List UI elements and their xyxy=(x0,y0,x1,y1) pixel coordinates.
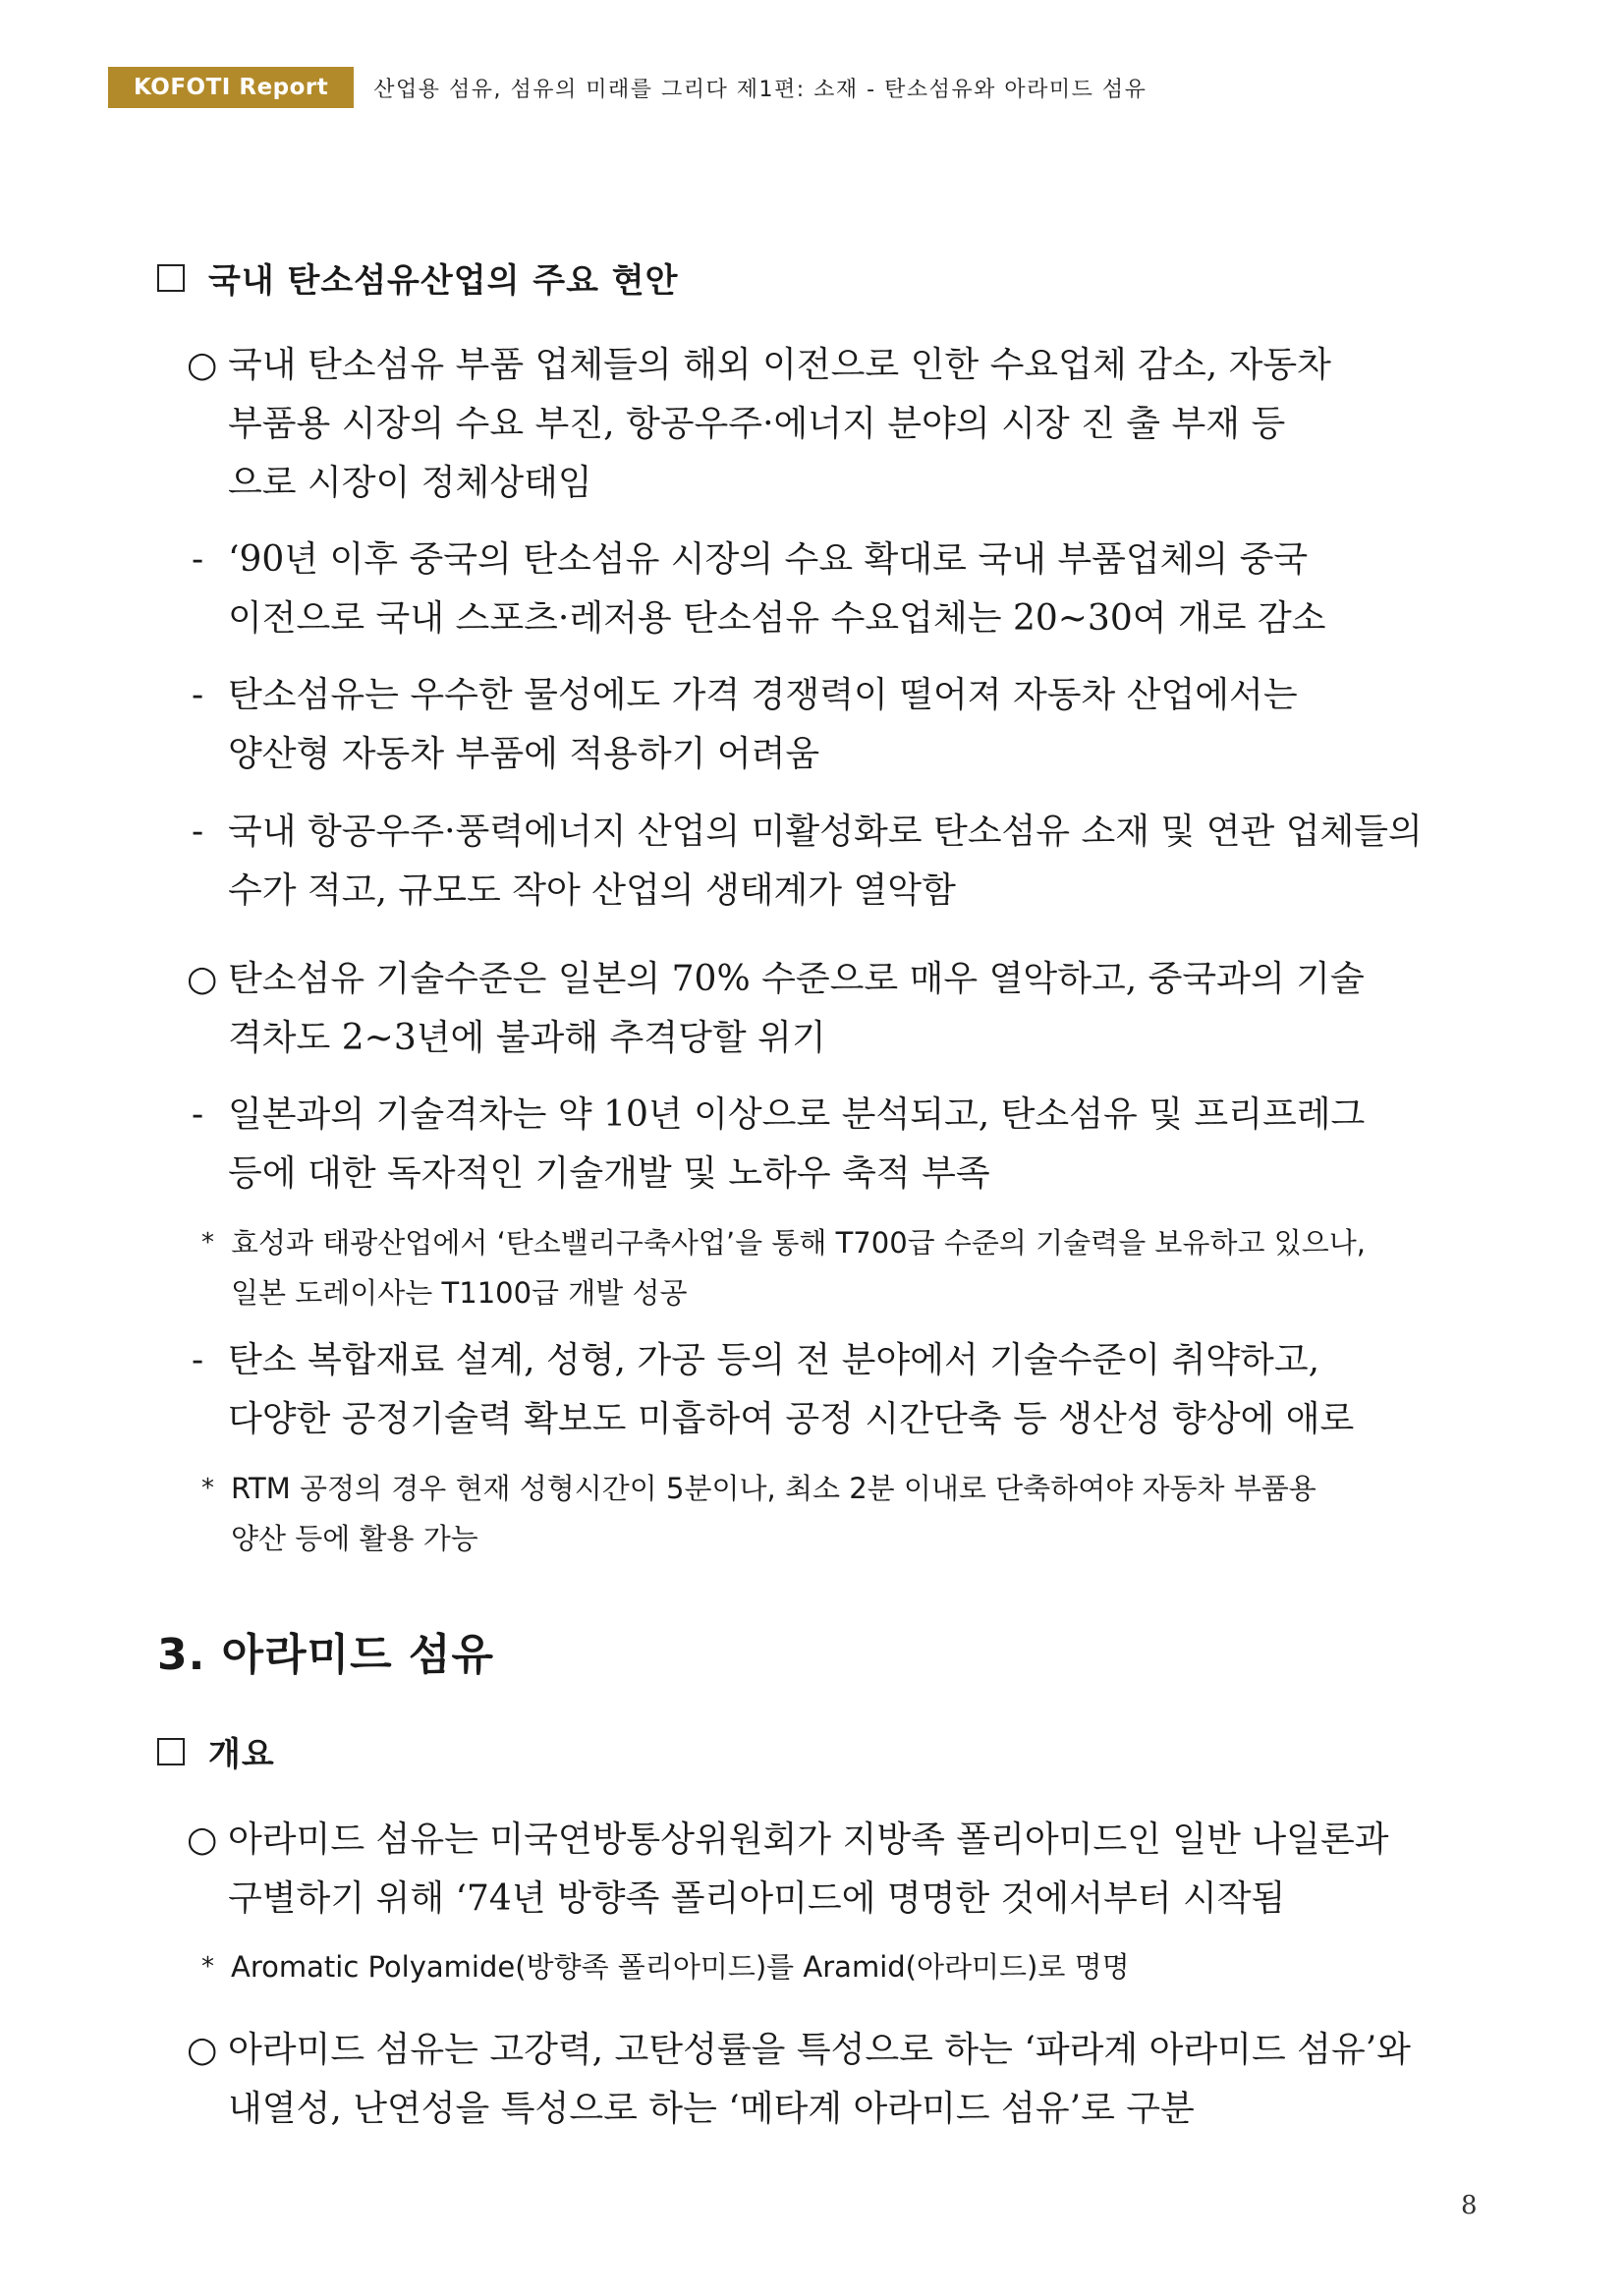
text-line: 국내 탄소섬유 부품 업체들의 해외 이전으로 인한 수요업체 감소, 자동차 xyxy=(228,345,1331,385)
header-title: 산업용 섬유, 섬유의 미래를 그리다 제1편: 소재 - 탄소섬유와 아라미드 섬유 xyxy=(373,77,1148,102)
dash-item xyxy=(192,1086,1488,1204)
section-heading-overview xyxy=(157,1727,275,1775)
asterisk-icon: * xyxy=(201,1952,214,1982)
note-text xyxy=(231,1218,1479,1318)
item-text xyxy=(228,2021,1484,2139)
text-line: 탄소섬유는 우수한 물성에도 가격 경쟁력이 떨어져 자동차 산업에서는 xyxy=(228,675,1298,715)
dash-bullet-icon: - xyxy=(192,812,204,852)
text-line: 아라미드 섬유는 미국연방통상위원회가 지방족 폴리아미드인 일반 나일론과 xyxy=(228,1820,1389,1860)
text-line: 내열성, 난연성을 특성으로 하는 ‘메타계 아라미드 섬유’로 구분 xyxy=(228,2089,1195,2129)
square-bullet-icon xyxy=(157,264,185,292)
footnote-item xyxy=(201,1464,1479,1564)
report-badge: KOFOTI Report xyxy=(108,67,354,108)
text-line: 수가 적고, 규모도 작아 산업의 생태계가 열악함 xyxy=(228,870,956,911)
text-line: 양산형 자동차 부품에 적용하기 어려움 xyxy=(228,734,820,774)
text-line: 국내 항공우주·풍력에너지 산업의 미활성화로 탄소섬유 소재 및 연관 업체들의 xyxy=(228,812,1423,852)
text-line: 격차도 2~3년에 불과해 추격당할 위기 xyxy=(228,1018,826,1058)
text-line: 아라미드 섬유는 고강력, 고탄성률을 특성으로 하는 ‘파라계 아라미드 섬유’와 xyxy=(228,2030,1411,2070)
section-heading-issues xyxy=(157,253,678,302)
item-text xyxy=(228,666,1488,784)
bullet-item xyxy=(187,2021,1484,2139)
square-bullet-icon xyxy=(157,1738,185,1765)
text-line: 일본과의 기술격차는 약 10년 이상으로 분석되고, 탄소섬유 및 프리프레그 xyxy=(228,1094,1366,1135)
bullet-item xyxy=(187,950,1484,1068)
text-line: 구별하기 위해 ‘74년 방향족 폴리아미드에 명명한 것에서부터 시작됨 xyxy=(228,1878,1286,1919)
text-line: 으로 시장이 정체상태임 xyxy=(228,463,592,503)
text-line: 양산 등에 활용 가능 xyxy=(231,1522,478,1555)
section-title-aramid: 3. 아라미드 섬유 xyxy=(157,1630,494,1680)
asterisk-icon: * xyxy=(201,1228,214,1258)
footnote-item xyxy=(201,1218,1479,1318)
footnote-item xyxy=(201,1942,1479,1992)
text-line: 일본 도레이사는 T1100급 개발 성공 xyxy=(231,1276,688,1310)
dash-bullet-icon: - xyxy=(192,1340,204,1380)
text-line: RTM 공정의 경우 현재 성형시간이 5분이나, 최소 2분 이내로 단축하여야 자동차 부품용 xyxy=(231,1472,1316,1505)
dash-item xyxy=(192,803,1488,921)
item-text xyxy=(228,1331,1488,1449)
dash-bullet-icon: - xyxy=(192,675,204,715)
asterisk-icon: * xyxy=(201,1474,214,1503)
text-line: 다양한 공정기술력 확보도 미흡하여 공정 시간단축 등 생산성 향상에 애로 xyxy=(228,1399,1355,1439)
item-text xyxy=(228,1811,1484,1929)
bullet-item xyxy=(187,336,1484,513)
page-number: 8 xyxy=(1461,2191,1478,2220)
text-line: 이전으로 국내 스포츠·레저용 탄소섬유 수요업체는 20~30여 개로 감소 xyxy=(228,598,1326,639)
dash-item xyxy=(192,1331,1488,1449)
dash-bullet-icon: - xyxy=(192,1094,204,1135)
page-header xyxy=(108,67,1147,108)
text-line: 효성과 태광산업에서 ‘탄소밸리구축사업’을 통해 T700급 수준의 기술력을 보유하고 있으나, xyxy=(231,1226,1366,1260)
item-text xyxy=(228,1086,1488,1204)
dash-item xyxy=(192,531,1488,648)
note-text xyxy=(231,1464,1479,1564)
text-line: 부품용 시장의 수요 부진, 항공우주·에너지 분야의 시장 진 출 부재 등 xyxy=(228,404,1286,444)
circle-bullet-icon: ○ xyxy=(187,2030,218,2070)
heading-text: 개요 xyxy=(208,1735,275,1774)
text-line: 탄소 복합재료 설계, 성형, 가공 등의 전 분야에서 기술수준이 취약하고, xyxy=(228,1340,1320,1380)
text-line: 탄소섬유 기술수준은 일본의 70% 수준으로 매우 열악하고, 중국과의 기술 xyxy=(228,959,1365,999)
item-text xyxy=(228,336,1484,513)
text-line: Aromatic Polyamide(방향족 폴리아미드)를 Aramid(아라미드)로 명명 xyxy=(231,1950,1130,1984)
circle-bullet-icon: ○ xyxy=(187,345,218,385)
dash-item xyxy=(192,666,1488,784)
note-text xyxy=(231,1942,1479,1992)
bullet-item xyxy=(187,1811,1484,1929)
circle-bullet-icon: ○ xyxy=(187,1820,218,1860)
item-text xyxy=(228,803,1488,921)
dash-bullet-icon: - xyxy=(192,539,204,580)
heading-text: 국내 탄소섬유산업의 주요 현안 xyxy=(208,261,679,301)
circle-bullet-icon: ○ xyxy=(187,959,218,999)
item-text xyxy=(228,950,1484,1068)
item-text xyxy=(228,531,1488,648)
text-line: ‘90년 이후 중국의 탄소섬유 시장의 수요 확대로 국내 부품업체의 중국 xyxy=(228,539,1309,580)
text-line: 등에 대한 독자적인 기술개발 및 노하우 축적 부족 xyxy=(228,1153,990,1194)
